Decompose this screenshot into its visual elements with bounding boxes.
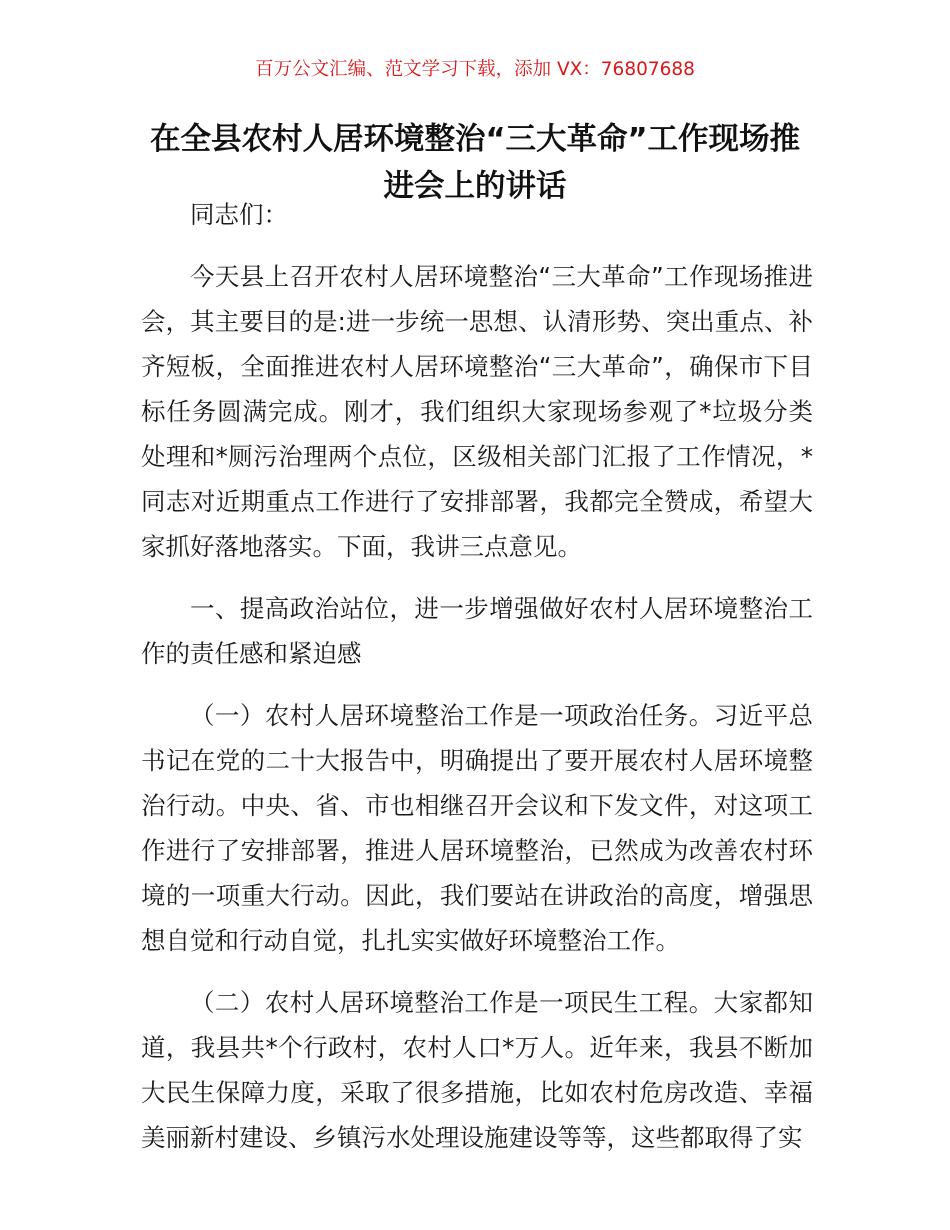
- document-body: [141, 192, 813, 1177]
- paragraph-political-task: （一）农村人居环境整治工作是一项政治任务。习近平总书记在党的二十大报告中，明确提出了要开展农村人居环境整治行动。中央、省、市也相继召开会议和下发文件，对这项工作进行了安排部署，推进人居环境整治，已然成为改善农村环境的一项重大行动。因此，我们要站在讲政治的高度，增强思想自觉和行动自觉，扎扎实实做好环境整治工作。: [141, 701, 813, 955]
- paragraph-intro: 今天县上召开农村人居环境整治“三大革命”工作现场推进会，其主要目的是:进一步统一思想、认清形势、突出重点、补齐短板，全面推进农村人居环境整治“三大革命”，确保市下目标任务圆满完成。刚才，我们组织大家现场参观了*垃圾分类处理和*厕污治理两个点位，区级相关部门汇报了工作情况，*同志对近期重点工作进行了安排部署，我都完全赞成，希望大家抓好落地落实。下面，我讲三点意见。: [141, 262, 813, 561]
- section-heading-1: 一、提高政治站位，进一步增强做好农村人居环境整治工作的责任感和紧迫感: [141, 594, 813, 668]
- document-title: 在全县农村人居环境整治“三大革命”工作现场推进会上的讲话: [149, 122, 801, 204]
- salutation: 同志们：: [190, 200, 288, 229]
- paragraph-livelihood-project: （二）农村人居环境整治工作是一项民生工程。大家都知道，我县共*个行政村，农村人口*万人。近年来，我县不断加大民生保障力度，采取了很多措施，比如农村危房改造、幸福美丽新村建设、乡镇污水处理设施建设等等，这些都取得了实: [141, 988, 813, 1152]
- header-watermark: 百万公文汇编、范文学习下载，添加 VX：76807688: [255, 59, 695, 80]
